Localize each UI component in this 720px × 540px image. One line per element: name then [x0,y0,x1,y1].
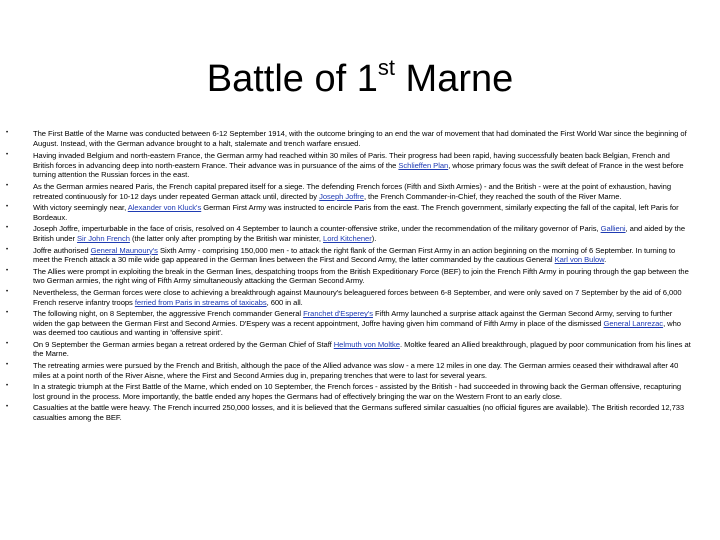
bullet-item [0,224,720,243]
bullet-text: Joffre authorised [33,245,91,255]
bullet-marker: • [6,288,9,295]
bullet-text: , and aided by the British under [33,224,686,243]
bullet-text: Nevertheless, the German forces were close to achieving a breakthrough against Maunoury's beleaguered forces between 6-8 September, and were only saved on 7 September by the aid of 6,000 French reserve infantry troops [33,287,682,307]
bullet-marker: • [6,362,9,369]
bullet-text: As the German armies neared Paris, the French capital prepared itself for a siege. The defending French forces (Fifth and Sixth Armies) - and the British - were at the point of exhaustion, having retreated continuously for 10-12 days under repeated German attack until, directed by [33,181,672,201]
inline-link[interactable]: Lord Kitchener [323,233,372,243]
title-superscript: st [377,55,395,80]
bullet-marker: • [6,225,9,232]
bullet-text: The following night, on 8 September, the aggressive French commander General [33,309,304,319]
bullet-text: Fifth Army launched a surprise attack against the German Second Army, serving to further widen the gap between the German First and Second Armies. D'Espery was a recent appointment, Joffre having given him command of Fifth Army in place of the dismissed [33,309,673,328]
title-text-end: Marne [394,58,514,100]
bullet-text: ). [371,233,377,243]
bullet-text: On 9 September the German armies began a retreat ordered by the German Chief of Staff [33,339,334,349]
bullet-text: The retreating armies were pursued by the French and British, although the pace of the Allied advance was slow - a mere 12 miles in one day. The German armies ceased their withdrawal after 40 miles at a point north of the River Aisne, where the First and Second Armies dug in, preparing trenches that were to last for several years. [33,361,679,380]
bullet-marker: • [6,340,9,347]
bullet-marker: • [6,182,9,189]
bullet-item [0,403,720,422]
bullet-marker: • [6,246,9,253]
bullet-item [0,267,720,286]
slide-title [0,40,720,107]
bullet-text: . Moltke feared an Allied breakthrough, plagued by poor communication from his lines at the Marne. [33,339,691,359]
bullet-text: , the French Commander-in-Chief, they reached the south of the River Marne. [363,191,622,201]
inline-link[interactable]: Schlieffen Plan [398,160,449,170]
bullet-marker: • [6,152,9,159]
bullet-item [0,246,720,265]
bullet-item [0,361,720,380]
inline-link[interactable]: Joseph Joffre [319,191,364,201]
inline-link[interactable]: Sir John French [77,233,130,243]
inline-link[interactable]: Helmuth von Moltke [333,339,400,349]
bullet-item [0,129,720,148]
bullet-text: Having invaded Belgium and north-eastern France, the German army had reached within 30 miles of Paris. Their progress had been rapid, having successfully beaten back Belgian, French and British forces in advancing deep into north-eastern France. Their advance was in pursuance of the aims of the [33,151,670,170]
title-text: Battle of 1 [206,58,378,100]
bullet-item [0,288,720,307]
inline-link[interactable]: ferried from Paris in streams of taxicabs [134,297,267,307]
bullet-marker: • [6,404,9,411]
bullet-text: The Allies were prompt in exploiting the break in the German lines, despatching troops from the British Expeditionary Force (BEF) to join the French Fifth Army in pouring through the gap between the two German armies, the right wing of Fifth Army simultaneously attacking the German Second Army. [33,266,689,286]
bullet-marker: • [6,204,9,211]
inline-link[interactable]: Alexander von Kluck's [127,203,202,213]
inline-link[interactable]: Franchet d'Esperey's [303,309,373,319]
bullet-text: , who was deemed too cautious and wanting in 'offensive spirit'. [33,318,681,338]
inline-link[interactable]: Gallieni [600,224,626,234]
bullet-text: With victory seemingly near, [33,203,128,213]
bullet-marker: • [6,267,9,274]
bullet-item [0,340,720,359]
bullet-text: Casualties at the battle were heavy. The French incurred 250,000 losses, and it is believed that the Germans suffered similar casualties (no official figures are available). The British recorded 12,733 casualties among the BEF. [33,403,685,423]
bullet-text: , whose primary focus was the swift defeat of France in the west before turning attention the Russian forces in the east. [33,160,684,180]
inline-link[interactable]: Karl von Bulow [554,255,605,265]
bullet-item [0,203,720,222]
bullet-text: The First Battle of the Marne was conducted between 6-12 September 1914, with the outcome bringing to an end the war of movement that had dominated the First World War since the beginning of August. Instead, with the German advance brought to a halt, stalemate and trench warfare ensued. [33,129,687,148]
bullet-item [0,382,720,401]
inline-link[interactable]: General Lanrezac [603,318,664,328]
bullet-item [0,309,720,338]
bullet-text: , 600 in all. [266,297,303,307]
bullet-text: German First Army was instructed to encircle Paris from the east. The French government, similarly expecting the fall of the capital, left Paris for Bordeaux. [33,203,679,222]
bullet-item [0,182,720,201]
bullet-marker: • [6,383,9,390]
bullet-text: (the latter only after prompting by the British war minister, [129,233,324,243]
inline-link[interactable]: General Maunoury's [90,245,158,255]
bullet-list [0,127,720,423]
bullet-marker: • [6,130,9,136]
bullet-item [0,151,720,180]
bullet-text: . [604,255,607,265]
bullet-marker: • [6,310,9,317]
bullet-text: In a strategic triumph at the First Battle of the Marne, which ended on 10 September, the French forces - assisted by the British - had succeeded in throwing back the German offensive, recapturing lost ground in the process. More importantly, the battle ended any hopes the Germans had of effectively bringing the war on the Western Front to an early close. [33,382,682,401]
bullet-text: Sixth Army - comprising 150,000 men - to attack the right flank of the German First Army in an action beginning on the morning of 6 September. In turning to meet the French attack a 30 mile wide gap appeared in the German lines between the First and Second Army, the latter commanded by the cautious General [33,245,676,265]
bullet-text: Joseph Joffre, imperturbable in the face of crisis, resolved on 4 September to launch a counter-offensive strike, under the recommendation of the military governor of Paris, [33,224,601,234]
